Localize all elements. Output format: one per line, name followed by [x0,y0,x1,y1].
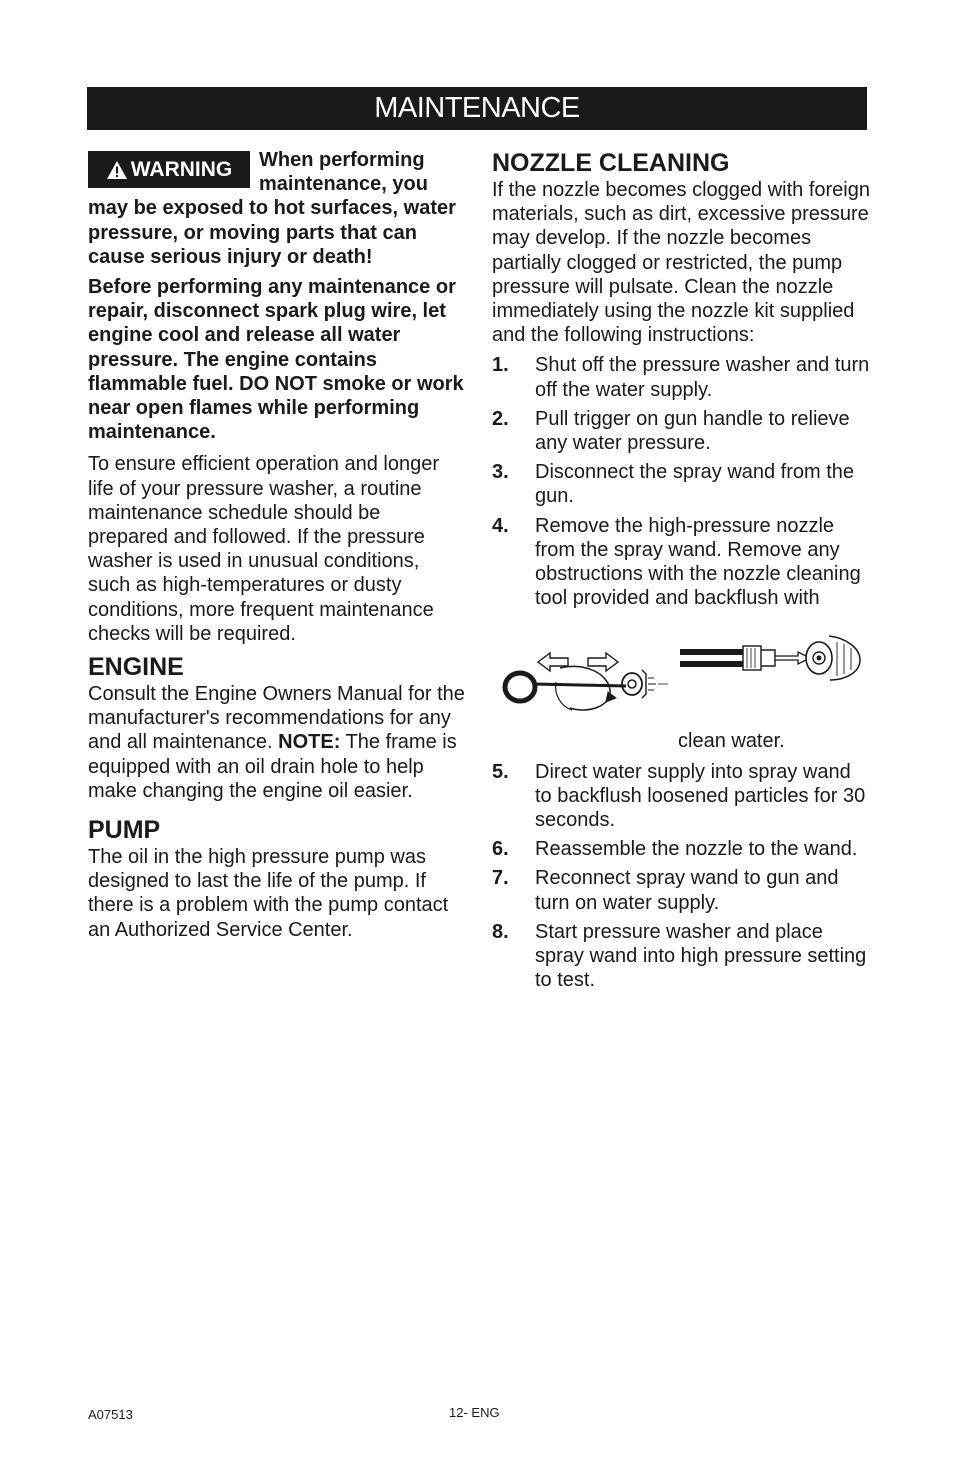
warning-intro: When performing maintenance, you may be exposed to hot surfaces, water pressure, or moving parts that can cause serious injury or death! [88,149,456,268]
engine-text-a: Consult the Engine Owners Manual for the manufacturer's recommendations for any and all maintenance. [88,683,465,754]
page-title: MAINTENANCE [87,87,867,130]
page-number: 12- ENG [449,1405,500,1420]
engine-text [88,682,466,803]
nozzle-heading: NOZZLE CLEANING [492,149,730,177]
list-item: 8. Start pressure washer and place spray wand into high pressure setting to test. [492,920,867,992]
engine-note-label: NOTE: [278,731,341,754]
cleaning-tool-icon [505,653,668,710]
engine-text-b: The frame is equipped with an oil drain hole to help make changing the engine oil easier. [88,731,457,802]
warning-instructions: Before performing any maintenance or repair, disconnect spark plug wire, let engine cool and release all water pressure. The engine contains flammable fuel. DO NOT smoke or work near open flames while performing maintenance. [88,276,464,444]
warning-badge-label: WARNING [130,157,233,181]
step4-continuation: clean water. [678,730,785,753]
pump-text: The oil in the high pressure pump was designed to last the life of the pump. If there is a problem with the pump contact an Authorized Service Center. [88,846,449,941]
nozzle-intro: If the nozzle becomes clogged with foreign materials, such as dirt, excessive pressure may develop. If the nozzle becomes partially clogged or restricted, the pump pressure will pulsate. Clean the nozzle immediately using the nozzle kit supplied and the following instructions: [492,179,870,347]
list-item: 3. Disconnect the spray wand from the gun. [492,461,855,508]
right-column [492,148,870,997]
left-column [88,148,466,942]
list-item: 4. Remove the high-pressure nozzle from the spray wand. Remove any obstructions with the nozzle cleaning tool provided and backflush with [492,514,861,610]
engine-heading: ENGINE [88,653,184,682]
list-item: 2. Pull trigger on gun handle to relieve any water pressure. [492,407,850,455]
document-code: A07513 [88,1407,133,1422]
nozzle-cleaning-diagram [492,622,864,718]
nozzle-steps-second [492,760,870,993]
nozzle-steps-first [492,353,870,610]
list-item: 6. Reassemble the nozzle to the wand. [492,838,858,861]
warning-badge [88,151,250,188]
list-item: 5. Direct water supply into spray wand to backflush loosened particles for 30 seconds. [492,760,866,832]
pump-heading: PUMP [88,816,161,845]
intro-paragraph: To ensure efficient operation and longer life of your pressure washer, a routine maintenance schedule should be prepared and followed. If the pressure washer is used in unusual conditions, such as high-temperatures or dusty conditions, more frequent maintenance checks will be required. [88,453,439,645]
nozzle-cleaning-illustration [492,622,870,718]
spray-wand-nozzle-icon [680,636,860,680]
list-item: 1. Shut off the pressure washer and turn off the water supply. [492,354,870,401]
warning-triangle-icon [106,160,128,180]
warning-block [88,148,466,444]
list-item: 7. Reconnect spray wand to gun and turn on water supply. [492,867,839,914]
